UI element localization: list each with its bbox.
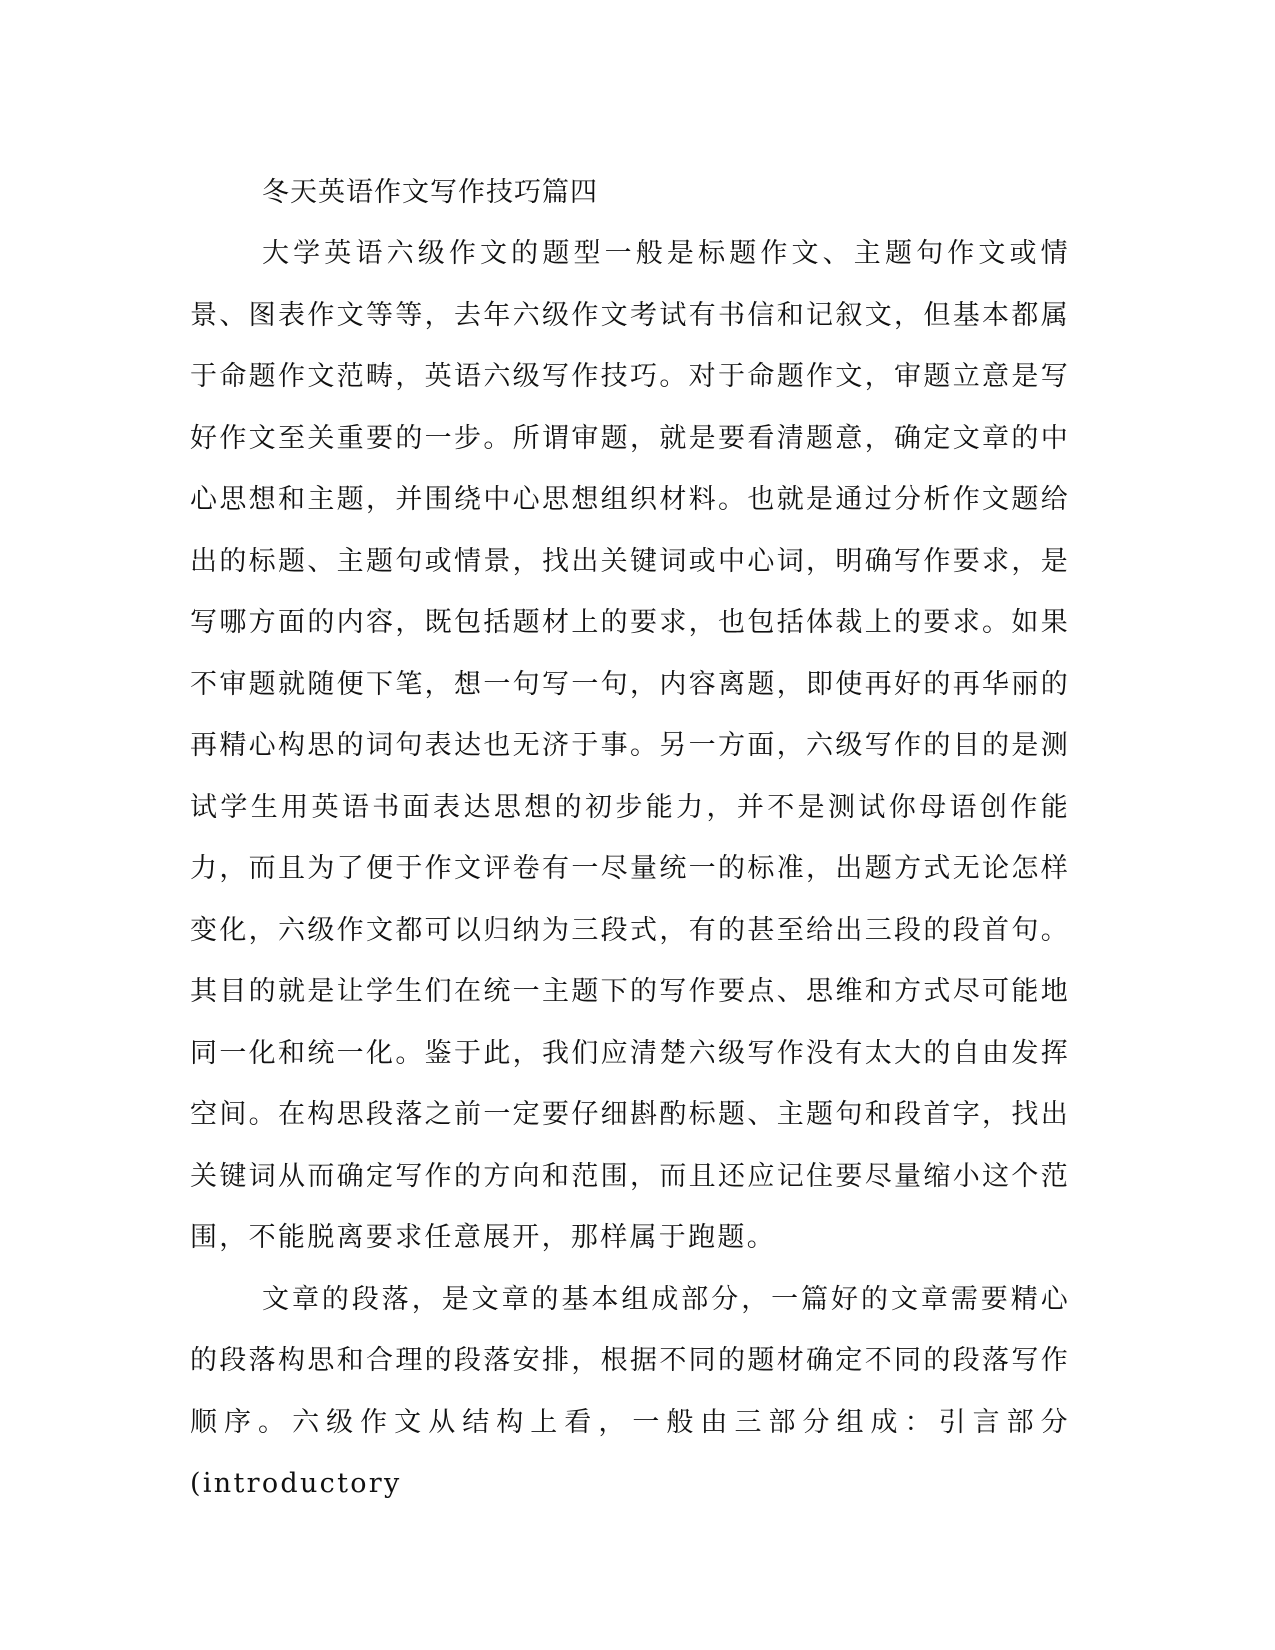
document-heading: 冬天英语作文写作技巧篇四 <box>262 177 598 208</box>
paragraph-1: 大学英语六级作文的题型一般是标题作文、主题句作文或情景、图表作文等等，去年六级作文考试有书信和记叙文，但基本都属于命题作文范畴，英语六级写作技巧。对于命题作文，审题立意是写好作文至关重要的一步。所谓审题，就是要看清题意，确定文章的中心思想和主题，并围绕中心思想组织材料。也就是通过分析作文题给出的标题、主题句或情景，找出关键词或中心词，明确写作要求，是写哪方面的内容，既包括题材上的要求，也包括体裁上的要求。如果不审题就随便下笔，想一句写一句，内容离题，即使再好的再华丽的再精心构思的词句表达也无济于事。另一方面，六级写作的目的是测试学生用英语书面表达思想的初步能力，并不是测试你母语创作能力，而且为了便于作文评卷有一尽量统一的标准，出题方式无论怎样变化，六级作文都可以归纳为三段式，有的甚至给出三段的段首句。其目的就是让学生们在统一主题下的写作要点、思维和方式尽可能地同一化和统一化。鉴于此，我们应清楚六级写作没有太大的自由发挥空间。在构思段落之前一定要仔细斟酌标题、主题句和段首字，找出关键词从而确定写作的方向和范围，而且还应记住要尽量缩小这个范围，不能脱离要求任意展开，那样属于跑题。 <box>190 238 1070 1253</box>
document-body <box>190 162 1070 1515</box>
paragraph-2: 文章的段落，是文章的基本组成部分，一篇好的文章需要精心的段落构思和合理的段落安排，根据不同的题材确定不同的段落写作顺序。六级作文从结构上看，一般由三部分组成：引言部分(introductory <box>190 1283 1070 1499</box>
